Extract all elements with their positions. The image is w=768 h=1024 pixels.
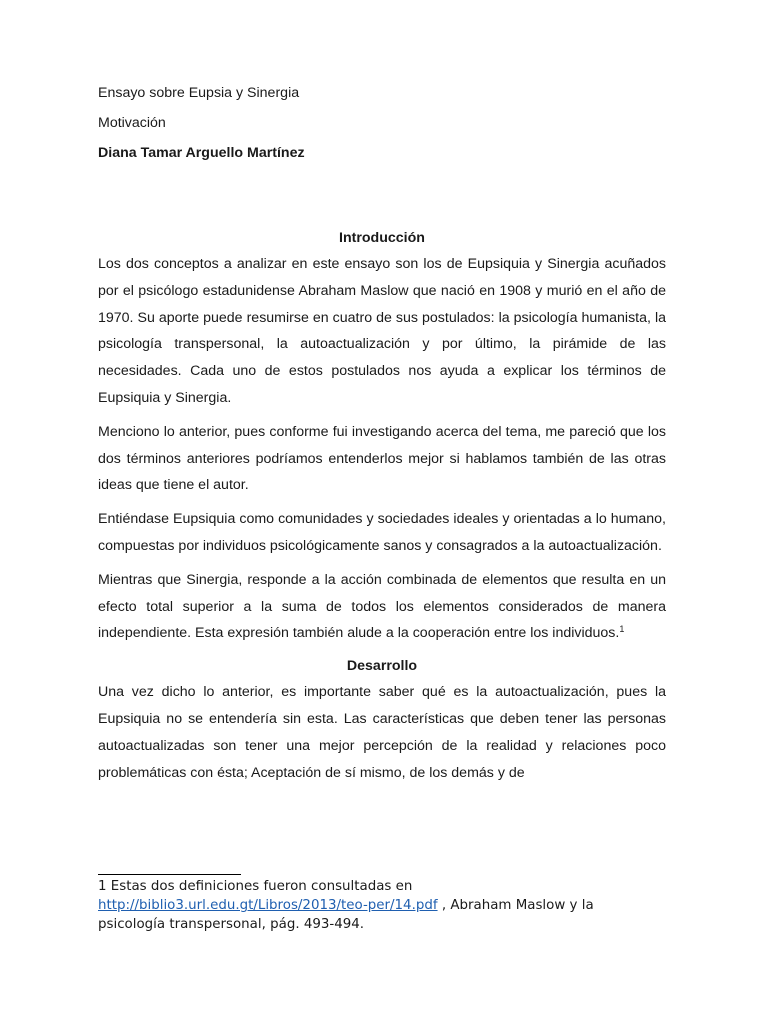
footnote-prefix: 1 Estas dos definiciones fueron consultadas en: [98, 879, 413, 894]
essay-title: Ensayo sobre Eupsia y Sinergia: [98, 85, 300, 101]
footnote: [98, 877, 638, 934]
development-heading: Desarrollo: [346, 658, 418, 675]
intro-paragraph-1: Los dos conceptos a analizar en este ensayo son los de Eupsiquia y Sinergia acuñados por el psicólogo estadunidense Abraham Maslow que nació en 1908 y murió en el año de 1970. Su aporte puede resumirse en cuatro de sus postulados: la psicología humanista, la psicología transpersonal, la autoactualización y por último, la pirámide de las necesidades. Cada uno de estos postulados nos ayuda a explicar los términos de Eupsiquia y Sinergia.: [98, 256, 666, 406]
intro-paragraph-3: Entiéndase Eupsiquia como comunidades y sociedades ideales y orientadas a lo humano, compuestas por individuos psicológicamente sanos y consagrados a la autoactualización.: [98, 511, 666, 554]
intro-paragraph-4-text: Mientras que Sinergia, responde a la acción combinada de elementos que resulta en un efecto total superior a la suma de todos los elementos considerados de manera independiente. Esta expresión también alude a la cooperación entre los individuos.: [98, 571, 666, 642]
essay-subtitle: Motivación: [98, 115, 166, 131]
footnote-suffix: , Abraham Maslow y la psicología transpersonal, pág. 493-494.: [98, 898, 594, 932]
development-paragraph: Una vez dicho lo anterior, es importante saber qué es la autoactualización, pues la Eupsiquia no se entendería sin esta. Las características que deben tener las personas autoactualizadas son tener una mejor percepción de la realidad y relaciones poco problemáticas con ésta; Aceptación de sí mismo, de los demás y de: [98, 684, 666, 781]
document-body: [98, 78, 666, 793]
intro-paragraph-4: [98, 567, 666, 647]
header-spacer: [98, 168, 666, 225]
intro-paragraph-2: Menciono lo anterior, pues conforme fui investigando acerca del tema, me pareció que los dos términos anteriores podríamos entenderlos mejor si hablamos también de las otras ideas que tiene el autor.: [98, 423, 666, 494]
footnote-reference[interactable]: 1: [619, 624, 625, 635]
footnote-separator: [98, 874, 241, 875]
footnote-link[interactable]: http://biblio3.url.edu.gt/Libros/2013/teo-per/14.pdf: [98, 898, 438, 913]
intro-heading: Introducción: [339, 230, 425, 246]
author-name: Diana Tamar Arguello Martínez: [98, 145, 305, 161]
